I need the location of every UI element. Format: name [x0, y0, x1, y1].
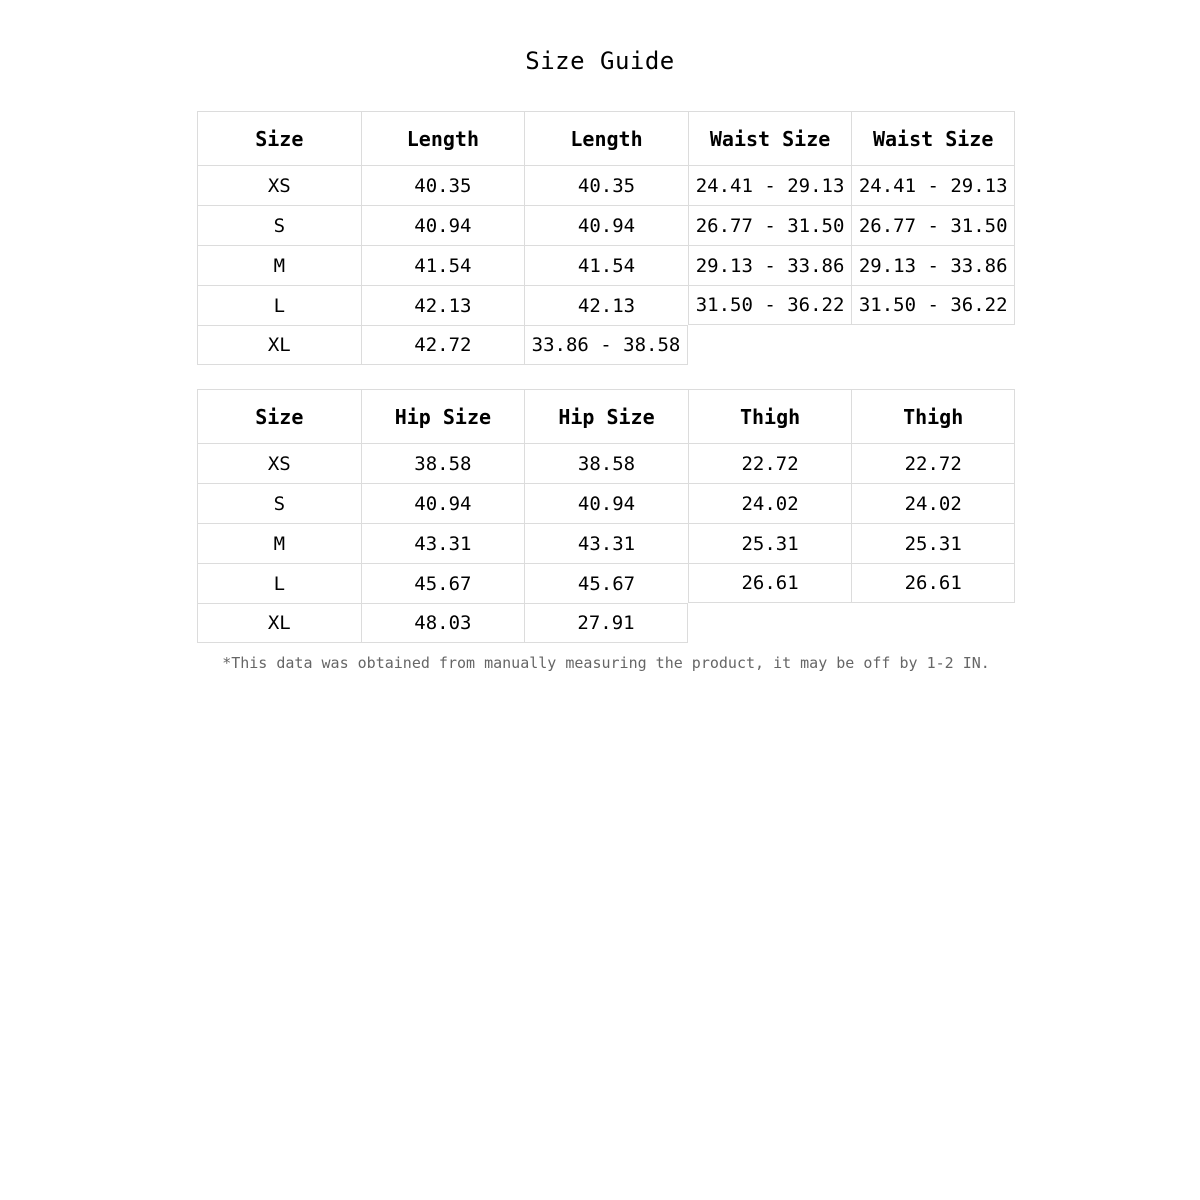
table-cell: XL — [197, 603, 361, 643]
header-cell: Thigh — [688, 389, 852, 443]
table-cell: 45.67 — [361, 563, 525, 603]
table-cell: 48.03 — [361, 603, 525, 643]
table-row — [197, 603, 1015, 643]
table-cell: 24.41 - 29.13 — [688, 165, 852, 205]
table-row — [197, 483, 1015, 523]
table-cell: 29.13 - 33.86 — [688, 245, 852, 285]
table-cell: 22.72 — [688, 443, 852, 483]
page-title: Size Guide — [525, 47, 675, 75]
header-cell: Hip Size — [524, 389, 688, 443]
header-cell: Waist Size — [688, 111, 852, 165]
table-cell: 41.54 — [524, 245, 688, 285]
table-row — [197, 563, 1015, 603]
table-cell: 27.91 — [524, 603, 688, 643]
table-cell: 26.77 - 31.50 — [851, 205, 1015, 245]
header-cell: Thigh — [851, 389, 1015, 443]
table-cell: 26.61 — [851, 563, 1015, 603]
table-row — [197, 165, 1015, 205]
table-cell: 40.35 — [524, 165, 688, 205]
table-cell: 41.54 — [361, 245, 525, 285]
table-header-row — [197, 111, 1015, 165]
header-cell: Waist Size — [851, 111, 1015, 165]
header-cell: Hip Size — [361, 389, 525, 443]
table-cell: 42.13 — [524, 285, 688, 325]
table-cell: 29.13 - 33.86 — [851, 245, 1015, 285]
table-cell: 31.50 - 36.22 — [688, 285, 852, 325]
table-cell: 24.02 — [688, 483, 852, 523]
table-row — [197, 245, 1015, 285]
table-cell: 40.94 — [524, 483, 688, 523]
table-row — [197, 443, 1015, 483]
table-cell: 24.41 - 29.13 — [851, 165, 1015, 205]
table-cell: 25.31 — [851, 523, 1015, 563]
table-cell: 42.72 — [361, 325, 525, 365]
table-cell: 42.13 — [361, 285, 525, 325]
table-row — [197, 325, 1015, 365]
table-cell: M — [197, 245, 361, 285]
table-cell: XL — [197, 325, 361, 365]
empty-cell — [851, 603, 1015, 643]
table-cell: 25.31 — [688, 523, 852, 563]
table-cell: 43.31 — [361, 523, 525, 563]
header-cell: Length — [524, 111, 688, 165]
table-cell: 24.02 — [851, 483, 1015, 523]
empty-cell — [688, 603, 852, 643]
header-cell: Size — [197, 111, 361, 165]
header-cell: Size — [197, 389, 361, 443]
table-cell: 26.77 - 31.50 — [688, 205, 852, 245]
table-cell: 40.94 — [361, 205, 525, 245]
table-row — [197, 205, 1015, 245]
measurement-disclaimer: *This data was obtained from manually measuring the product, it may be off by 1-2 IN. — [222, 654, 990, 672]
table-cell: L — [197, 285, 361, 325]
table-cell: 43.31 — [524, 523, 688, 563]
table-row — [197, 523, 1015, 563]
table-cell: 22.72 — [851, 443, 1015, 483]
table-cell: XS — [197, 165, 361, 205]
table-cell: 40.94 — [361, 483, 525, 523]
table-cell: 26.61 — [688, 563, 852, 603]
table-cell: 38.58 — [524, 443, 688, 483]
table-cell: L — [197, 563, 361, 603]
table-cell: S — [197, 483, 361, 523]
table-cell: 33.86 - 38.58 — [524, 325, 688, 365]
table-cell: 40.94 — [524, 205, 688, 245]
table-cell: M — [197, 523, 361, 563]
header-cell: Length — [361, 111, 525, 165]
table-header-row — [197, 389, 1015, 443]
table-cell: S — [197, 205, 361, 245]
table-cell: 38.58 — [361, 443, 525, 483]
table-cell: XS — [197, 443, 361, 483]
table-row — [197, 285, 1015, 325]
size-table-length-waist — [197, 111, 1015, 365]
empty-cell — [851, 325, 1015, 365]
size-table-hip-thigh — [197, 389, 1015, 643]
empty-cell — [688, 325, 852, 365]
table-cell: 31.50 - 36.22 — [851, 285, 1015, 325]
table-cell: 45.67 — [524, 563, 688, 603]
table-cell: 40.35 — [361, 165, 525, 205]
